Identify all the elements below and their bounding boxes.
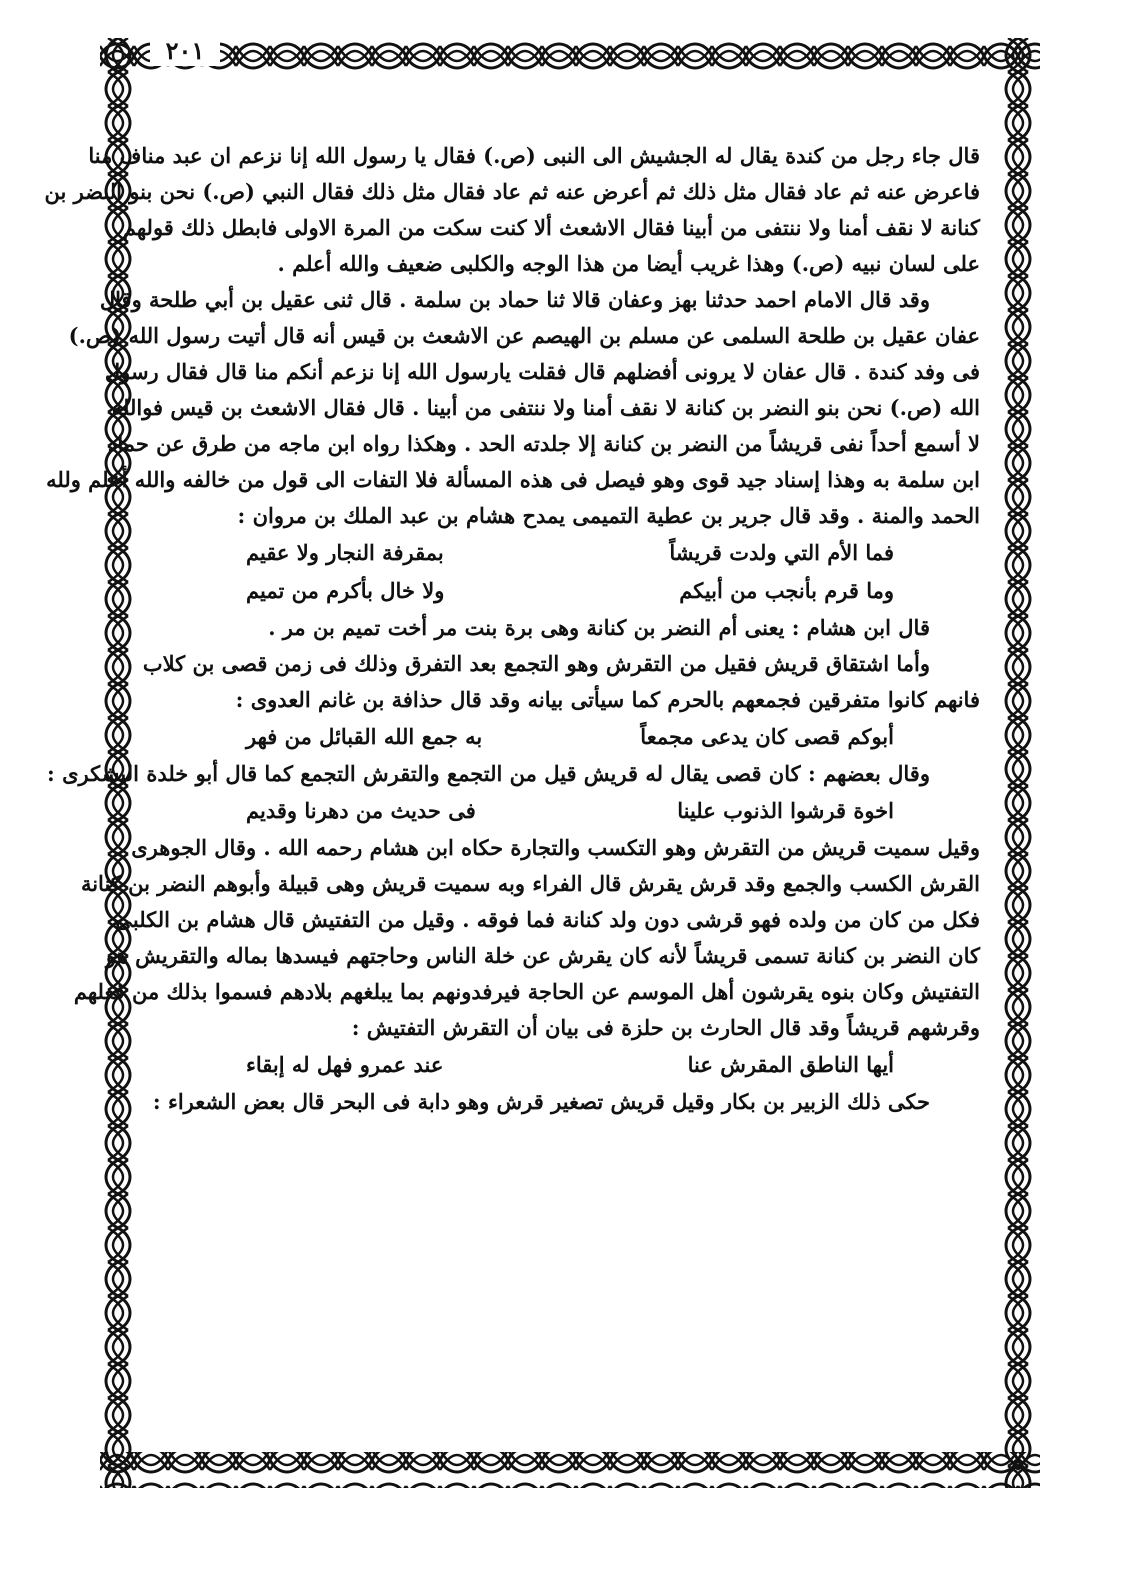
paragraph-block-3 xyxy=(47,756,980,792)
text-line: التفتيش وكان بنوه يقرشون أهل الموسم عن الحاجة فيرفدونهم بما يبلغهم بلادهم فسموا بذلك من فعلهم xyxy=(73,979,980,1004)
text-line: عفان عقيل بن طلحة السلمى عن مسلم بن الهيصم عن الاشعث بن قيس أنه قال أتيت رسول الله (ص.) xyxy=(68,323,980,348)
verse-second-hemistich: فى حديث من دهرنا وقديم xyxy=(246,798,476,823)
text-line: لا أسمع أحداً نفى قريشاً من النضر بن كنانة إلا جلدته الحد . وهكذا رواه ابن ماجه من طرق عن حماد xyxy=(107,431,980,456)
poem-verse xyxy=(160,718,980,756)
poem-block-1 xyxy=(160,534,980,610)
text-line: ابن سلمة به وهذا إسناد جيد قوى وهو فيصل فى هذه المسألة فلا التفات الى قول من خالفه والله أعلم ولله xyxy=(46,467,980,492)
poem-verse xyxy=(160,1046,980,1084)
verse-second-hemistich: عند عمرو فهل له إبقاء xyxy=(246,1052,444,1077)
text-line: الله (ص.) نحن بنو النضر بن كنانة لا نقف أمنا ولا ننتفى من أبينا . قال فقال الاشعث بن قيس فوالله xyxy=(111,395,980,420)
page-body xyxy=(44,138,980,1388)
poem-block-2 xyxy=(160,718,980,756)
paragraph-block-1 xyxy=(44,138,980,534)
text-line: فكل من كان من ولده فهو قرشى دون ولد كنانة فما فوقه . وقيل من التفتيش قال هشام بن الكلبى xyxy=(115,907,980,932)
paragraph-block-2 xyxy=(142,610,980,718)
text-line: حكى ذلك الزبير بن بكار وقيل قريش تصغير قرش وهو دابة فى البحر قال بعض الشعراء : xyxy=(152,1089,930,1114)
poem-block-4 xyxy=(160,1046,980,1084)
poem-verse xyxy=(160,792,980,830)
verse-first-hemistich: أيها الناطق المقرش عنا xyxy=(687,1052,894,1077)
paragraph-block-5 xyxy=(152,1084,980,1120)
text-line: وقرشهم قريشاً وقد قال الحارث بن حلزة فى بيان أن التقرش التفتيش : xyxy=(351,1015,980,1040)
text-line: وأما اشتقاق قريش فقيل من التقرش وهو التجمع بعد التفرق وذلك فى زمن قصى بن كلاب xyxy=(142,651,930,676)
text-line: فى وفد كندة . قال عفان لا يرونى أفضلهم قال فقلت يارسول الله إنا نزعم أنكم منا قال فقال رسول xyxy=(104,359,980,384)
verse-second-hemistich: ولا خال بأكرم من تميم xyxy=(246,578,445,603)
text-line: فاعرض عنه ثم عاد فقال مثل ذلك ثم أعرض عنه ثم عاد فقال مثل ذلك فقال النبي (ص.) نحن بنو النضر بن xyxy=(44,179,980,204)
text-line: الحمد والمنة . وقد قال جرير بن عطية التميمى يمدح هشام بن عبد الملك بن مروان : xyxy=(237,503,980,528)
verse-second-hemistich: به جمع الله القبائل من فهر xyxy=(246,724,483,749)
verse-second-hemistich: بمقرفة النجار ولا عقيم xyxy=(246,540,444,565)
text-line: القرش الكسب والجمع وقد قرش يقرش قال الفراء وبه سميت قريش وهى قبيلة وأبوهم النضر بن كنانة xyxy=(80,871,980,896)
text-line: وقال بعضهم : كان قصى يقال له قريش قيل من التجمع والتقرش التجمع كما قال أبو خلدة اليشكرى : xyxy=(47,761,930,786)
text-line: قال جاء رجل من كندة يقال له الجشيش الى النبى (ص.) فقال يا رسول الله إنا نزعم ان عبد مناف منا xyxy=(88,143,980,168)
text-line: على لسان نبيه (ص.) وهذا غريب أيضا من هذا الوجه والكلبى ضعيف والله أعلم . xyxy=(277,251,980,276)
text-line: وقد قال الامام احمد حدثنا بهز وعفان قالا ثنا حماد بن سلمة . قال ثنى عقيل بن أبي طلحة وقال xyxy=(99,287,930,312)
verse-first-hemistich: فما الأم التي ولدت قريشاً xyxy=(669,540,894,565)
poem-verse xyxy=(160,534,980,572)
text-line: كان النضر بن كنانة تسمى قريشاً لأنه كان يقرش عن خلة الناس وحاجتهم فيسدها بماله والتقريش هو xyxy=(105,943,980,968)
poem-verse xyxy=(160,572,980,610)
text-line: قال ابن هشام : يعنى أم النضر بن كنانة وهى برة بنت مر أخت تميم بن مر . xyxy=(268,615,930,640)
verse-first-hemistich: اخوة قرشوا الذنوب علينا xyxy=(677,798,894,823)
paragraph-block-4 xyxy=(73,830,980,1046)
text-line: وقيل سميت قريش من التقرش وهو التكسب والتجارة حكاه ابن هشام رحمه الله . وقال الجوهرى xyxy=(131,835,980,860)
text-line: كنانة لا نقف أمنا ولا ننتفى من أبينا فقال الاشعث ألا كنت سكت من المرة الاولى فابطل ذلك قولهم xyxy=(122,215,980,240)
text-line: فانهم كانوا متفرقين فجمعهم بالحرم كما سيأتى بيانه وقد قال حذافة بن غانم العدوى : xyxy=(235,687,980,712)
poem-block-3 xyxy=(160,792,980,830)
page-number: ٢٠١ xyxy=(150,36,220,66)
verse-first-hemistich: وما قرم بأنجب من أبيكم xyxy=(679,578,894,603)
verse-first-hemistich: أبوكم قصى كان يدعى مجمعاً xyxy=(640,724,894,749)
